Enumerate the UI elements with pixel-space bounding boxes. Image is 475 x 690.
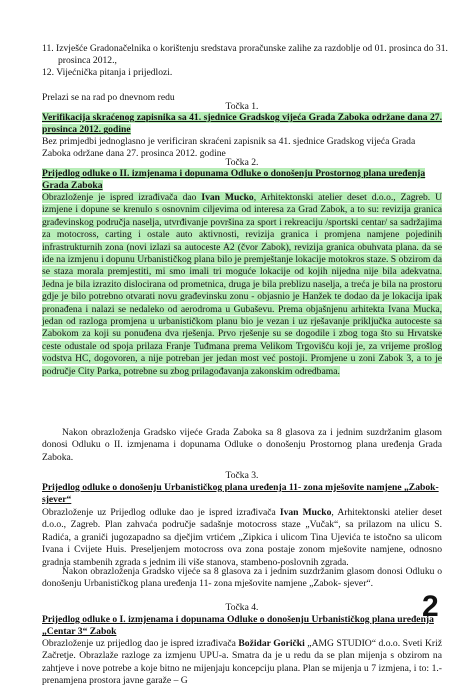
item-4-title: Prijedlog odluke o I. izmjenama i dopunama Odluke o donošenju Urbanističkog plana uređenja „Centar 3“ Zabok — [42, 614, 434, 638]
agenda-item-11: 11. Izvješće Gradonačelnika o korištenju sredstava proračunske zalihe za razdoblje od 01. prosinca do 31. prosinca 2012., — [42, 43, 448, 67]
item-3-conclusion: Nakon obrazloženja Gradsko vijeće sa 8 glasova za i jednim suzdržanim glasom donosi Odluku o donošenju Urbanističkog plana uređenja 11- zona mješovite namjene „Zabok- sjever“. — [42, 566, 442, 590]
item-2-conclusion: Nakon obrazloženja Gradsko vijeće Grada Zaboka sa 8 glasova za i jednim suzdržanim glasom donosi Odluku o II. izmjenama i dopunama Odluke o donošenju Prostornog plana uređenja Grada Zaboka. — [42, 427, 442, 463]
item-4-body: Obrazloženje uz prijedlog dao je ispred izrađivača Božidar Gorički „AMG STUDIO“ d.o.o. Sveti Križ Začretje. Obrazlaže razloge za izmjenu UPU-a. Smatra da je u redu da se plan mijenja s obzirom na zahtjeve i nove potrebe a koje bitno ne mijenjaju koncepciju plana. Plan se mijenja u 7 izmjena, i to: 1.- prenamjena prostora javne garaže – G — [42, 638, 442, 687]
page-number: 2 — [422, 590, 439, 623]
item-3-author: Ivan Mucko — [279, 507, 332, 518]
item-4-author: Božidar Gorički — [238, 638, 305, 649]
item-1-label: Točka 1. — [225, 101, 259, 112]
item-1-title: Verifikacija skraćenog zapisnika sa 41. sjednice Gradskog vijeća Grada Zaboka održane dana 27. prosinca 2012. godine — [42, 112, 442, 136]
item-4-label: Točka 4. — [225, 602, 259, 613]
agenda-item-12: 12. Vijećnička pitanja i prijedlozi. — [42, 67, 173, 78]
item-2-label: Točka 2. — [225, 157, 259, 168]
item-3-label: Točka 3. — [225, 470, 259, 481]
item-2-author: Ivan Mucko — [201, 192, 254, 203]
item-2-body: Obrazloženje je ispred izrađivača dao Ivan Mucko, Arhitektonski atelier deset d.o.o., Zagreb. U izmjene i dopune se krenulo s osnovnim ciljevima od interesa za Grad Zabok, a to su: revizija granica građevinskog područja naselja, utvrđivanje površina za sport i rekreaciju /sportski centar/ sa sadržajima za motocross, carting i ostale auto aktivnosti, revizija granica i promjena namjene pojedinih infrastrukturnih zona (novi izlazi sa autoceste A2 (čvor Zabok), revizija granica obuhvata plana. da se ide na izmjenu i dopunu Urbanističkog plana bilo je premještanje lokacije motokros staze. S obzirom da se staza morala premjestiti, mi smo imali tri moguće lokacije od kojih nijedna nije bila adekvatna. Jedna je bila izrazito dislocirana od prometnica, druga je bila preblizu naselja, a treća je bila na prostoru gdje je bilo potrebno otvarati novu građevinsku zonu - objasnio je Hanžek te dodao da je lokacija ipak pronađena i nalazi se nedaleko od aerodroma u Gubaševu. Prema objašnjenu arhitekta Ivana Mucka, jedan od razloga promjena u urbanističkom planu bio je vezan i uz rješavanje priključka autoceste sa Zabokom za koji su ponuđena dva rješenja. Prvo rješenje su se dogodile i zbog toga što su Hrvatske ceste odustale od spoja prilaza Franje Tuđmana prema Velikom Trgovišću koji je, za vrijeme prošlog vodstva HC, dogovoren, a nije potreban jer jedan most već postoji. Promjene u zoni Zabok 3, a to je područje City Parka, potrebne su zbog prilagođavanja zakonskim odredbama. — [42, 192, 442, 377]
intro-text: Prelazi se na rad po dnevnom redu — [42, 92, 175, 103]
item-3-title: Prijedlog odluke o donošenju Urbanističkog plana uređenja 11- zona mješovite namjene „Zabok- sjever“ — [42, 482, 439, 506]
item-3-body: Obrazloženje uz Prijedlog odluke dao je ispred izrađivača Ivan Mucko, Arhitektonski atelier deset d.o.o., Zagreb. Plan zahvaća područje sadašnje motocross staze „Vučak“, sa prilazom na ulicu S. Radića, a graniči jugozapadno sa dječjim vrtićem „Zipkica i ulicom Tina Ujevića te istočno sa ulicom Ivana i Cvijete Huis. Preseljenjem motocross ova zona postaje zonom mješovite namjene, odnosno gradnja stambenih zgrada s jednim ili više stanova, stambeno-poslovnih zgrada. — [42, 507, 442, 568]
item-2-title: Prijedlog odluke o II. izmjenama i dopunama Odluke o donošenju Prostornog plana uređenja Grada Zaboka — [42, 168, 426, 192]
item-1-body: Bez primjedbi jednoglasno je verificiran skraćeni zapisnik sa 41. sjednice Gradskog vijeća Grada Zaboka održane dana 27. prosinca 2012. godine — [42, 136, 416, 160]
